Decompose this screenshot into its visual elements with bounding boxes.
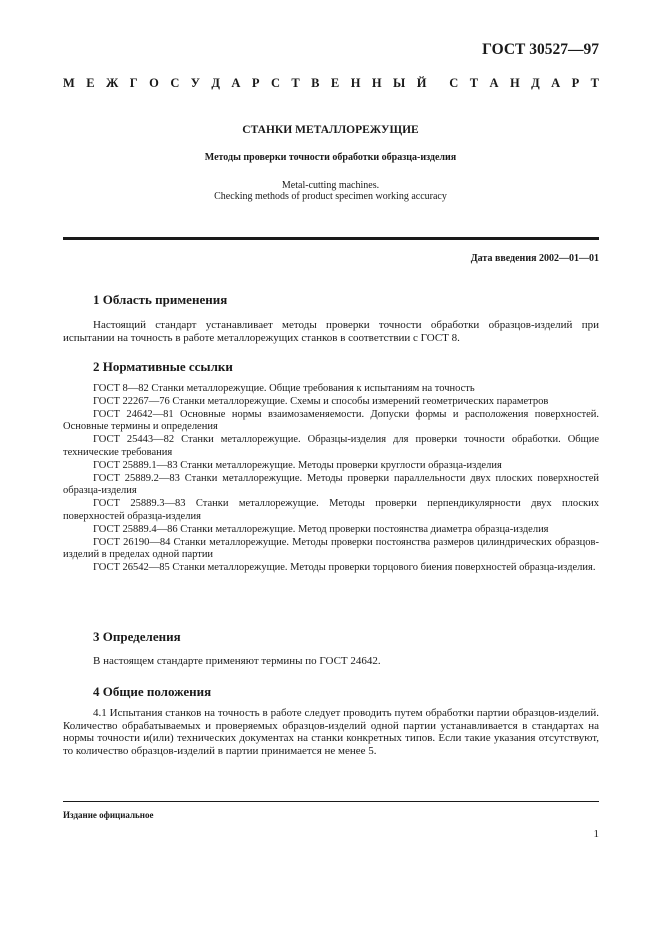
letter: А xyxy=(231,76,241,90)
introduction-date: Дата введения 2002—01—01 xyxy=(470,253,599,264)
paragraph: Настоящий стандарт устанавливает методы проверки точности обработки образцов-изделий при испытании на точность в работе металлорежущих станков в соответствии с ГОСТ 8. xyxy=(63,319,599,344)
letter: Н xyxy=(509,76,520,90)
letter: А xyxy=(551,76,561,90)
letter: О xyxy=(149,76,159,90)
paragraph: В настоящем стандарте применяют термины по ГОСТ 24642. xyxy=(93,655,381,667)
letter: Н xyxy=(350,76,361,90)
reference-item: ГОСТ 25889.3—83 Станки металлорежущие. Методы проверки перпендикулярности двух плоских поверхностей образца-изделия xyxy=(63,498,599,522)
section-text xyxy=(63,319,599,344)
reference-item: ГОСТ 25443—82 Станки металлорежущие. Образцы-изделия для проверки точности обработки. Общие технические требования xyxy=(63,434,599,458)
reference-item: ГОСТ 24642—81 Основные нормы взаимозаменяемости. Допуски формы и расположения поверхностей. Основные термины и определения xyxy=(63,408,599,433)
paragraph: 4.1 Испытания станков на точность в работе следует проводить путем обработки партии образцов-изделий. Количество обрабатываемых и проверяемых образцов-изделий одной партии устанавливается в стандартах на нормы точности и(или) технических документах на станки конкретных типов. Если такие указания отсутствуют, то количество образцов-изделий в партии принимается не менее 5. xyxy=(63,707,599,757)
letter: Ж xyxy=(106,76,119,90)
letter: С xyxy=(170,76,180,90)
section-text xyxy=(63,707,599,757)
reference-item: ГОСТ 22267—76 Станки металлорежущие. Схемы и способы измерений геометрических параметров xyxy=(93,395,549,407)
english-title-line: Metal-cutting machines. xyxy=(281,180,380,191)
footer-divider xyxy=(63,801,599,802)
page-number: 1 xyxy=(593,828,599,840)
letter: В xyxy=(311,76,320,90)
official-edition-label: Издание официальное xyxy=(63,810,154,820)
letter: У xyxy=(190,76,200,90)
reference-item: ГОСТ 26190—84 Станки металлорежущие. Методы проверки постоянства размеров цилиндрических образцов-изделий в пределах одной партии xyxy=(63,536,599,561)
letter: Е xyxy=(330,76,340,90)
letter: С xyxy=(449,76,459,90)
section-text xyxy=(63,655,599,668)
reference-item: ГОСТ 25889.1—83 Станки металлорежущие. Методы проверки круглости образца-изделия xyxy=(93,459,502,471)
reference-item: ГОСТ 25889.2—83 Станки металлорежущие. Методы проверки параллельности двух плоских поверхностей образца-изделия xyxy=(63,472,599,497)
document-title: СТАНКИ МЕТАЛЛОРЕЖУЩИЕ xyxy=(242,124,419,136)
letter: Т xyxy=(469,76,479,90)
document-subtitle: Методы проверки точности обработки образца-изделия xyxy=(204,152,457,163)
letter: Г xyxy=(129,76,138,90)
letter: Т xyxy=(590,76,599,90)
letter: Р xyxy=(251,76,260,90)
english-title-line: Checking methods of product specimen working accuracy xyxy=(214,191,447,202)
section-heading: 2 Нормативные ссылки xyxy=(93,359,233,374)
letter: С xyxy=(270,76,280,90)
section-heading: 1 Область применения xyxy=(93,292,228,307)
standard-type-heading xyxy=(63,76,599,91)
letter: Т xyxy=(291,76,300,90)
reference-item: ГОСТ 8—82 Станки металлорежущие. Общие требования к испытаниям на точность xyxy=(93,383,475,394)
title-divider xyxy=(63,237,599,240)
reference-item: ГОСТ 26542—85 Станки металлорежущие. Методы проверки торцового биения поверхностей образца-изделия. xyxy=(93,562,596,574)
letter: Д xyxy=(211,76,220,90)
letter: Н xyxy=(371,76,382,90)
document-code: ГОСТ 30527—97 xyxy=(482,41,599,58)
english-title xyxy=(0,180,661,202)
letter: Ы xyxy=(393,76,406,90)
references-list xyxy=(63,383,599,575)
section-heading: 4 Общие положения xyxy=(93,684,212,699)
letter: Е xyxy=(86,76,95,90)
letter: Р xyxy=(571,76,580,90)
section-heading: 3 Определения xyxy=(93,629,181,644)
letter: Й xyxy=(416,76,427,90)
letter: Д xyxy=(531,76,540,90)
reference-item: ГОСТ 25889.4—86 Станки металлорежущие. Метод проверки постоянства диаметра образца-изделия xyxy=(93,523,549,535)
letter: М xyxy=(63,76,75,90)
letter: А xyxy=(489,76,499,90)
